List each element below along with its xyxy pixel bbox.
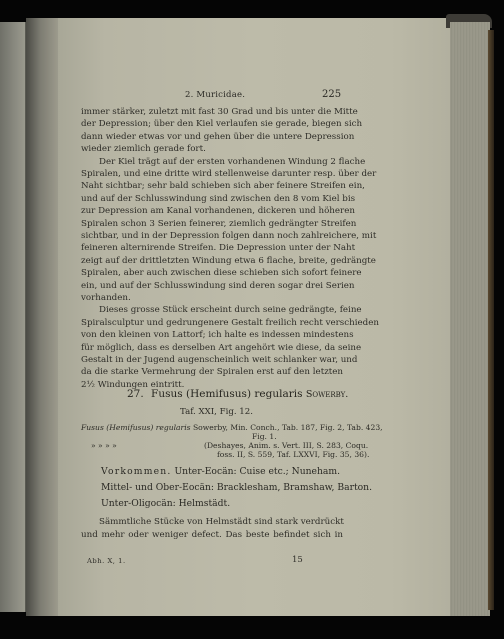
text-line: Spiralsculptur und gedrungenere Gestalt freilich recht verschieden xyxy=(81,317,379,328)
species-author: Sowerby. xyxy=(305,389,349,400)
text-line: zur Depression am Kanal vorhandenen, dickeren und höheren xyxy=(81,206,355,217)
text-line: feineren alternirende Streifen. Die Depression unter der Naht xyxy=(81,243,356,254)
text-line: Spiralen schon 3 Serien feinerer, ziemlich gedrängter Streifen xyxy=(81,218,357,229)
signature-mark: 15 xyxy=(292,555,303,565)
occurrence-line: Mittel- und Ober-Eocän: Bracklesham, Bramshaw, Barton. xyxy=(101,482,373,493)
text-line: Naht sichtbar; sehr bald schieben sich aber feinere Streifen ein, xyxy=(81,181,365,192)
text-line: der Depression; über den Kiel verlaufen sie gerade, biegen sich xyxy=(81,119,363,130)
text-line: vorhanden. xyxy=(81,293,131,303)
section-number: 27. xyxy=(127,388,144,400)
book-gutter xyxy=(26,18,62,616)
text-line: dann wieder etwas vor und gehen über die untere Depression xyxy=(81,131,355,142)
footer-volume: Abh. X, 1. xyxy=(87,557,126,565)
synonym-name: Fusus (Hemifusus) regularis xyxy=(81,423,191,432)
occurrence-line: Unter-Oligocän: Helmstädt. xyxy=(101,498,231,509)
text-line: Gestalt in der Jugend augenscheinlich weit schlanker war, und xyxy=(81,355,358,365)
text-line: für möglich, dass es derselben Art angehört wie diese, da seine xyxy=(81,342,362,353)
occurrence-label: Vorkommen. xyxy=(101,466,172,477)
occurrence-text: Unter-Eocän: Cuise etc.; Nuneham. xyxy=(174,466,341,477)
synonym-reference: (Deshayes, Anim. s. Vert. III, S. 283, Coqu. xyxy=(204,441,369,450)
book-cover-edge xyxy=(488,30,494,610)
occurrence-line xyxy=(101,466,340,477)
text-line: und mehr oder weniger defect. Das beste befindet sich in xyxy=(81,530,343,540)
synonymy-line xyxy=(81,423,383,433)
page-stack-fore-edge xyxy=(450,22,490,616)
text-line: und auf der Schlusswindung sind zwischen den 8 vom Kiel bis xyxy=(81,193,356,204)
text-line: Dieses grosse Stück erscheint durch seine gedrängte, feine xyxy=(99,305,362,316)
running-head: 2. Muricidae. xyxy=(185,90,246,100)
text-line: Der Kiel trägt auf der ersten vorhandenen Windung 2 flache xyxy=(99,156,366,167)
text-line: von den kleinen von Lattorf; ich halte es indessen mindestens xyxy=(81,330,354,341)
previous-page-edge xyxy=(0,22,26,612)
text-line: zeigt auf der drittletzten Windung etwa 6 flache, breite, gedrängte xyxy=(81,255,376,266)
text-line: Sämmtliche Stücke von Helmstädt sind stark verdrückt xyxy=(99,517,344,527)
synonym-reference: Sowerby, Min. Conch., Tab. 187, Fig. 2, Tab. 423, xyxy=(192,423,383,432)
plate-reference: Taf. XXI, Fig. 12. xyxy=(180,407,253,417)
text-line: da die starke Vermehrung der Spiralen erst auf den letzten xyxy=(81,367,343,378)
text-line: ein, und auf der Schlusswindung sind deren sogar drei Serien xyxy=(81,280,355,291)
text-line: immer stärker, zuletzt mit fast 30 Grad und bis unter die Mitte xyxy=(81,107,358,117)
page-number: 225 xyxy=(322,89,342,100)
text-line: 2½ Windungen eintritt. xyxy=(81,379,185,390)
species-name: Fusus (Hemifusus) regularis xyxy=(151,388,303,400)
text-line: wieder ziemlich gerade fort. xyxy=(81,144,206,155)
text-line: sichtbar, und in der Depression folgen dann noch zahlreichere, mit xyxy=(81,231,377,241)
ditto-marks: » » » » xyxy=(91,441,117,450)
synonymy-continuation: foss. II, S. 559, Taf. LXXVI, Fig. 35, 36). xyxy=(217,450,370,459)
synonymy-continuation: Fig. 1. xyxy=(252,432,277,441)
text-line: Spiralen, und eine dritte wird stellenweise darunter resp. über der xyxy=(81,169,377,179)
text-line: Spiralen, aber auch zwischen diese schieben sich sofort feinere xyxy=(81,268,362,279)
